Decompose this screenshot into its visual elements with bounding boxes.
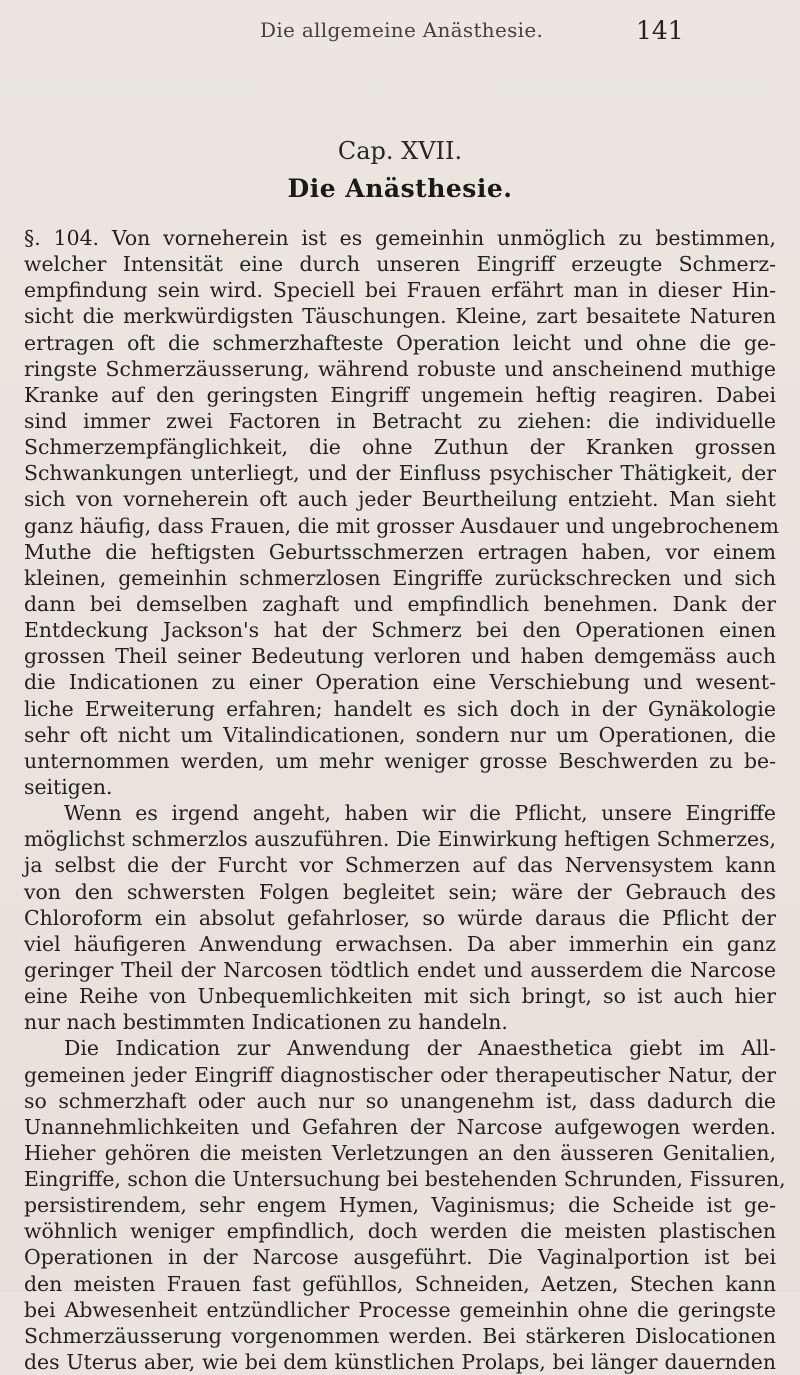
text-line: Hieher gehören die meisten Verletzungen an den äusseren Genitalien, [24,1140,776,1165]
text-line: bei Abwesenheit entzündlicher Processe gemeinhin ohne die geringste [24,1297,776,1322]
text-line: persistirendem, sehr engem Hymen, Vaginismus; die Scheide ist ge- [24,1193,776,1218]
text-line: ringste Schmerzäusserung, während robuste und anscheinend muthige [24,356,776,381]
text-line: Die Indication zur Anwendung der Anaesthetica giebt im All- [64,1036,776,1061]
chapter-title: Die Anästhesie. [287,174,513,203]
text-line: empfindung sein wird. Speciell bei Frauen erfährt man in dieser Hin- [24,278,776,303]
text-line: seitigen. [24,774,113,799]
text-line: kleinen, gemeinhin schmerzlosen Eingriffe zurückschrecken und sich [24,565,776,590]
running-head [0,18,800,50]
text-line: Unannehmlichkeiten und Gefahren der Narcose aufgewogen werden. [24,1114,776,1139]
text-line: Wenn es irgend angeht, haben wir die Pflicht, unsere Eingriffe [64,801,776,826]
text-line: sind immer zwei Factoren in Betracht zu ziehen: die individuelle [24,408,776,433]
running-title: Die allgemeine Anästhesie. [260,18,544,42]
text-line: unternommen werden, um mehr weniger grosse Beschwerden zu be- [24,748,776,773]
text-line: sich von vorneherein oft auch jeder Beurtheilung entzieht. Man sieht [24,487,776,512]
text-line: Muthe die heftigsten Geburtsschmerzen ertragen haben, vor einem [24,539,776,564]
chapter-label: Cap. XVII. [337,137,463,165]
text-line: möglichst schmerzlos auszuführen. Die Einwirkung heftigen Schmerzes, [24,827,776,852]
text-line: Operationen in der Narcose ausgeführt. Die Vaginalportion ist bei [24,1245,776,1270]
text-line: gemeinen jeder Eingriff diagnostischer oder therapeutischer Natur, der [24,1062,776,1087]
text-line: Eingriffe, schon die Untersuchung bei bestehenden Schrunden, Fissuren, [24,1167,786,1192]
text-line: sicht die merkwürdigsten Täuschungen. Kleine, zart besaitete Naturen [24,304,776,329]
text-line: Entdeckung Jackson's hat der Schmerz bei den Operationen einen [24,618,776,643]
text-line: Schmerzäusserung vorgenommen werden. Bei stärkeren Dislocationen [24,1323,776,1348]
text-line: §. 104. Von vorneherein ist es gemeinhin unmöglich zu bestimmen, [24,226,776,250]
text-line: eine Reihe von Unbequemlichkeiten mit sich bringt, so ist auch hier [24,984,776,1009]
text-line: nur nach bestimmten Indicationen zu handeln. [24,1010,508,1035]
text-line: Chloroform ein absolut gefahrloser, so würde daraus die Pflicht der [24,905,776,930]
text-line: des Uterus aber, wie bei dem künstlichen Prolaps, bei länger dauernden [24,1350,776,1375]
text-line: Schwankungen unterliegt, und der Einfluss psychischer Thätigkeit, der [24,461,776,486]
text-line: Schmerzempfänglichkeit, die ohne Zuthun der Kranken grossen [24,435,776,460]
text-line: die Indicationen zu einer Operation eine Verschiebung und wesent- [24,670,776,695]
text-line: viel häufigeren Anwendung erwachsen. Da aber immerhin ein ganz [24,931,776,956]
text-line: ertragen oft die schmerzhafteste Operation leicht und ohne die ge- [24,330,776,355]
text-line: den meisten Frauen fast gefühllos, Schneiden, Aetzen, Stechen kann [24,1271,776,1296]
text-line: wöhnlich weniger empfindlich, doch werden die meisten plastischen [24,1219,776,1244]
text-line: ja selbst die der Furcht vor Schmerzen auf das Nervensystem kann [24,853,776,878]
text-line: dann bei demselben zaghaft und empfindlich benehmen. Dank der [24,591,776,616]
text-line: ganz häufig, dass Frauen, die mit grosser Ausdauer und ungebrochenem [24,513,779,538]
page-number: 141 [636,16,684,45]
text-line: geringer Theil der Narcosen tödtlich endet und ausserdem die Narcose [24,957,776,982]
text-line: grossen Theil seiner Bedeutung verloren und haben demgemäss auch [24,644,776,669]
text-line: liche Erweiterung erfahren; handelt es sich doch in der Gynäkologie [24,696,776,721]
text-line: von den schwersten Folgen begleitet sein; wäre der Gebrauch des [24,879,776,904]
body-text [24,225,786,1375]
text-line: sehr oft nicht um Vitalindicationen, sondern nur um Operationen, die [24,722,776,747]
text-line: Kranke auf den geringsten Eingriff ungemein heftig reagiren. Dabei [24,382,776,407]
text-line: welcher Intensität eine durch unseren Eingriff erzeugte Schmerz- [24,252,776,277]
text-line: so schmerzhaft oder auch nur so unangenehm ist, dass dadurch die [24,1088,776,1113]
